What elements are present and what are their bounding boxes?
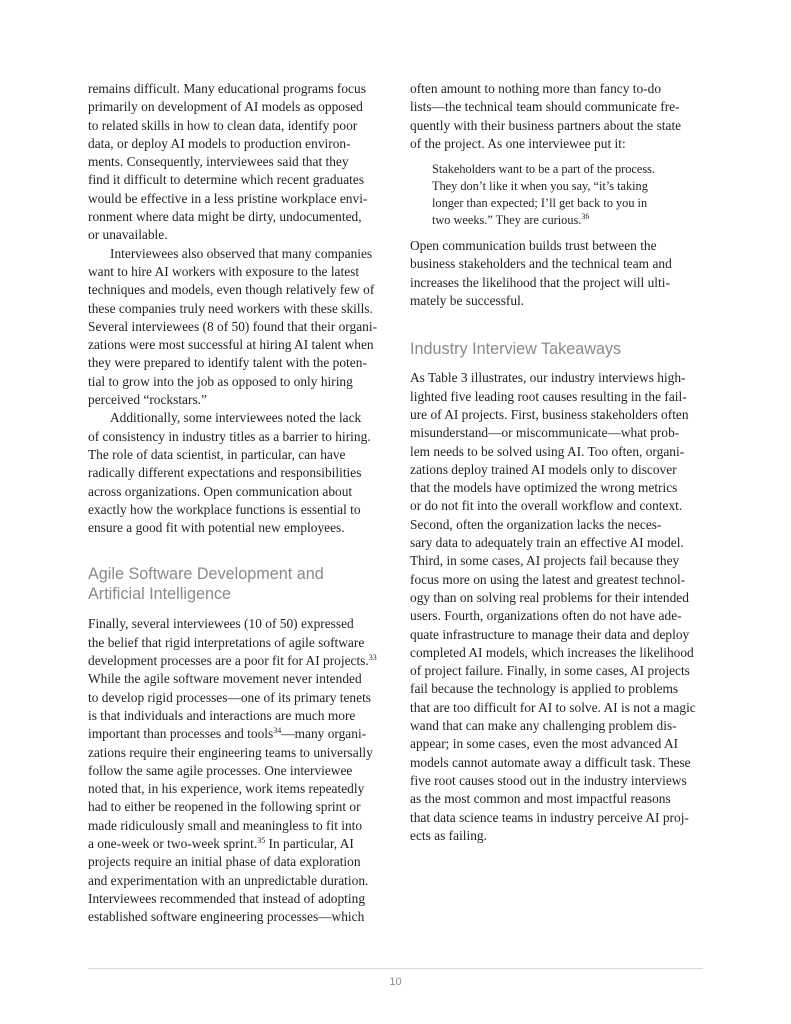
text-line: or do not fit into the overall workflow and context. [410,498,683,514]
quote-line: two weeks.” They are curious. [432,213,582,228]
text-line: remains difficult. Many educational programs focus [88,81,366,96]
text-line: would be effective in a less pristine workplace envi- [88,190,368,206]
paragraph-hiring-difficulty [88,80,383,245]
block-quote [432,161,703,229]
text-line: Second, often the organization lacks the neces- [410,516,662,532]
text-line: completed AI models, which increases the likelihood [410,644,694,660]
text-line: radically different expectations and responsibilities [88,465,362,481]
text-line: ects as failing. [410,827,487,843]
text-line: zations require their engineering teams to universally [88,744,373,760]
text-line: While the agile software movement never intended [88,671,362,687]
text-line: or unavailable. [88,227,168,243]
text-line: a one-week or two-week sprint. [88,835,258,851]
text-line: development processes are a poor fit for AI projects. [88,653,369,669]
paragraph-trust [410,237,703,310]
footer-divider [88,968,703,969]
text-line: zations were most successful at hiring AI talent when [88,337,374,353]
text-line: find it difficult to determine which recent graduates [88,172,365,188]
text-line: fail because the technology is applied to problems [410,681,679,697]
text-line: appear; in some cases, even the most advanced AI [410,736,679,752]
text-line: of consistency in industry titles as a barrier to hiring. [88,428,371,444]
text-line: As Table 3 illustrates, our industry interviews high- [410,370,686,386]
left-column [88,80,383,926]
text-line: established software engineering processes—which [88,909,365,925]
heading-line: Artificial Intelligence [88,585,232,604]
text-line: data, or deploy AI models to production environ- [88,135,351,151]
text-line: noted that, in his experience, work items repeatedly [88,781,365,797]
text-line: lem needs to be solved using AI. Too often, organi- [410,443,685,459]
text-line: projects require an initial phase of data exploration [88,854,361,870]
text-line: made ridiculously small and meaningless to fit into [88,817,363,833]
footnote-ref: 33 [368,653,377,663]
text-line: and experimentation with an unpredictable duration. [88,872,369,888]
text-line: the belief that rigid interpretations of agile software [88,634,365,650]
text-line: Interviewees also observed that many companies [110,245,373,261]
text-line: techniques and models, even though relatively few of [88,282,375,298]
text-line: models cannot automate away a difficult task. These [410,754,691,770]
text-line: ogy than on solving real problems for their intended [410,589,689,605]
text-line: misunderstand—or miscommunicate—what prob- [410,425,680,441]
footnote-ref: 35 [257,835,266,845]
text-line: tial to grow into the job as opposed to only hiring [88,373,353,389]
section-heading-takeaways: Industry Interview Takeaways [410,340,622,359]
text-line: wand that can make any challenging problem dis- [410,718,677,734]
paragraph-takeaways [410,369,703,845]
text-line: ments. Consequently, interviewees said that they [88,154,349,170]
text-line: perceived “rockstars.” [88,392,207,408]
footnote-ref: 34 [273,726,282,736]
text-line: across organizations. Open communication about [88,483,353,499]
text-line: The role of data scientist, in particular, can have [88,446,346,462]
text-line: Finally, several interviewees (10 of 50) expressed [88,616,354,632]
paragraph-hiring-talent [88,245,383,410]
paragraph-agile [88,615,383,926]
text-line: exactly how the workplace functions is essential to [88,501,361,517]
text-line: business stakeholders and the technical team and [410,256,672,272]
text-line: five root causes stood out in the industry interviews [410,772,687,788]
text-line: Additionally, some interviewees noted the lack [110,410,362,426]
text-line: primarily on development of AI models as opposed [88,99,363,115]
text-line: Several interviewees (8 of 50) found that their organi- [88,318,378,334]
text-line: that the models have optimized the wrong metrics [410,480,678,496]
text-line: ure of AI projects. First, business stakeholders often [410,406,689,422]
page-number: 10 [389,976,402,988]
text-line: quently with their business partners about the state [410,117,682,133]
text-line: follow the same agile processes. One interviewee [88,762,353,778]
paragraph-communication [410,80,703,153]
text-line: increases the likelihood that the project will ulti- [410,274,670,290]
text-line: they were prepared to identify talent with the poten- [88,355,367,371]
text-line: to related skills in how to clean data, identify poor [88,117,358,133]
text-line: these companies truly need workers with these skills. [88,300,373,316]
text-line: want to hire AI workers with exposure to the latest [88,263,360,279]
text-line: of project failure. Finally, in some cases, AI projects [410,663,690,679]
text-line: Interviewees recommended that instead of adopting [88,890,366,906]
text-line: ensure a good fit with potential new employees. [88,520,345,536]
text-line: mately be successful. [410,293,525,309]
quote-line: They don’t like it when you say, “it’s taking [432,179,648,194]
text-line: ronment where data might be dirty, undocumented, [88,209,362,225]
quote-line: longer than expected; I’ll get back to you in [432,196,648,211]
right-column [410,80,703,845]
text-line: zations deploy trained AI models only to discover [410,461,677,477]
text-line: had to either be reopened in the following sprint or [88,799,361,815]
quote-line: Stakeholders want to be a part of the process. [432,162,655,177]
text-line: sary data to adequately train an effective AI model. [410,535,684,551]
text-line: as the most common and most impactful reasons [410,791,671,807]
text-line: quate infrastructure to manage their data and deploy [410,626,690,642]
text-line: often amount to nothing more than fancy to-do [410,81,662,96]
text-line: focus more on using the latest and greatest technol- [410,571,686,587]
text-line: to develop rigid processes—one of its primary tenets [88,689,371,705]
text-line: users. Fourth, organizations often do not have ade- [410,608,682,624]
text-line: —many organi- [281,726,367,742]
text-line: of the project. As one interviewee put it: [410,135,626,151]
text-line: Open communication builds trust between the [410,238,657,254]
text-line: lists—the technical team should communicate fre- [410,99,680,115]
paragraph-industry-titles [88,409,383,537]
section-heading-agile [88,564,383,604]
text-line: that data science teams in industry perceive AI proj- [410,809,689,825]
text-line: In particular, AI [265,835,354,851]
text-line: is that individuals and interactions are much more [88,707,356,723]
text-line: that are too difficult for AI to solve. AI is not a magic [410,699,696,715]
text-line: lighted five leading root causes resulting in the fail- [410,388,687,404]
text-line: Third, in some cases, AI projects fail because they [410,553,680,569]
footnote-ref: 36 [581,212,590,222]
text-line: important than processes and tools [88,726,274,742]
heading-line: Agile Software Development and [88,565,324,584]
